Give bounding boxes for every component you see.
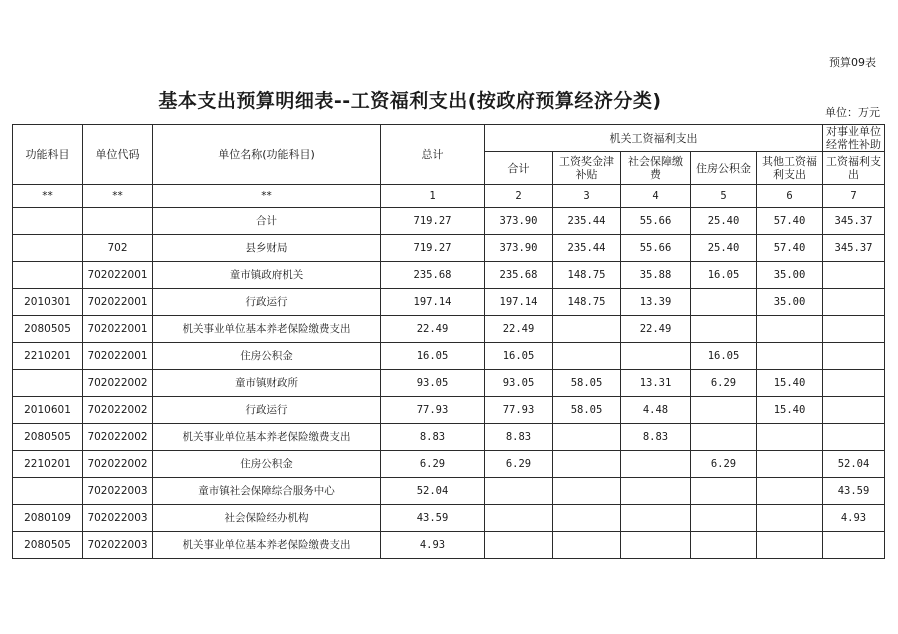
index-cell: 4 bbox=[621, 185, 691, 208]
sum-cell: 6.29 bbox=[485, 451, 553, 478]
wage-cell: 58.05 bbox=[553, 370, 621, 397]
unit-name-cell: 住房公积金 bbox=[153, 343, 381, 370]
table-row bbox=[13, 208, 885, 235]
index-cell: 5 bbox=[691, 185, 757, 208]
total-cell: 4.93 bbox=[381, 532, 485, 559]
group-header-gov-wage: 机关工资福利支出 bbox=[485, 125, 823, 152]
social-cell: 55.66 bbox=[621, 208, 691, 235]
subsidy-cell: 52.04 bbox=[823, 451, 885, 478]
table-row bbox=[13, 289, 885, 316]
unit-code-cell: 702022003 bbox=[83, 532, 153, 559]
other-cell bbox=[757, 505, 823, 532]
sum-cell: 373.90 bbox=[485, 208, 553, 235]
sum-cell: 22.49 bbox=[485, 316, 553, 343]
func-subject-cell: 2080505 bbox=[13, 424, 83, 451]
subsidy-cell: 345.37 bbox=[823, 208, 885, 235]
total-cell: 93.05 bbox=[381, 370, 485, 397]
sum-cell bbox=[485, 478, 553, 505]
col-header-wage: 工资奖金津补贴 bbox=[553, 152, 621, 185]
table-row bbox=[13, 424, 885, 451]
header-row-1 bbox=[13, 125, 885, 152]
unit-name-cell: 童市镇政府机关 bbox=[153, 262, 381, 289]
col-header-unit-code: 单位代码 bbox=[83, 125, 153, 185]
wage-cell bbox=[553, 532, 621, 559]
unit-label: 单位：万元 bbox=[825, 106, 880, 119]
sum-cell: 373.90 bbox=[485, 235, 553, 262]
func-subject-cell: 2080109 bbox=[13, 505, 83, 532]
subsidy-cell bbox=[823, 343, 885, 370]
sum-cell: 197.14 bbox=[485, 289, 553, 316]
subsidy-cell bbox=[823, 424, 885, 451]
housing-cell bbox=[691, 505, 757, 532]
wage-cell bbox=[553, 343, 621, 370]
unit-name-cell: 童市镇财政所 bbox=[153, 370, 381, 397]
func-subject-cell bbox=[13, 478, 83, 505]
col-header-total: 总计 bbox=[381, 125, 485, 185]
table-row bbox=[13, 262, 885, 289]
subsidy-cell: 345.37 bbox=[823, 235, 885, 262]
social-cell bbox=[621, 532, 691, 559]
subsidy-cell: 43.59 bbox=[823, 478, 885, 505]
unit-code-cell: 702022002 bbox=[83, 451, 153, 478]
subsidy-cell bbox=[823, 316, 885, 343]
unit-code-cell: 702022002 bbox=[83, 397, 153, 424]
index-cell: 7 bbox=[823, 185, 885, 208]
wage-cell: 235.44 bbox=[553, 235, 621, 262]
housing-cell: 16.05 bbox=[691, 262, 757, 289]
index-cell: 6 bbox=[757, 185, 823, 208]
housing-cell bbox=[691, 316, 757, 343]
wage-cell bbox=[553, 316, 621, 343]
other-cell: 57.40 bbox=[757, 208, 823, 235]
sum-cell: 93.05 bbox=[485, 370, 553, 397]
func-subject-cell: 2010601 bbox=[13, 397, 83, 424]
housing-cell: 16.05 bbox=[691, 343, 757, 370]
subsidy-cell bbox=[823, 289, 885, 316]
table-row bbox=[13, 235, 885, 262]
wage-cell bbox=[553, 505, 621, 532]
wage-cell: 235.44 bbox=[553, 208, 621, 235]
unit-name-cell: 住房公积金 bbox=[153, 451, 381, 478]
social-cell: 13.39 bbox=[621, 289, 691, 316]
total-cell: 43.59 bbox=[381, 505, 485, 532]
unit-name-cell: 社会保险经办机构 bbox=[153, 505, 381, 532]
sum-cell: 8.83 bbox=[485, 424, 553, 451]
housing-cell: 25.40 bbox=[691, 208, 757, 235]
unit-code-cell: 702022003 bbox=[83, 478, 153, 505]
unit-name-cell: 机关事业单位基本养老保险缴费支出 bbox=[153, 532, 381, 559]
table-row bbox=[13, 370, 885, 397]
func-subject-cell bbox=[13, 262, 83, 289]
housing-cell bbox=[691, 424, 757, 451]
col-header-social: 社会保障缴费 bbox=[621, 152, 691, 185]
func-subject-cell: 2080505 bbox=[13, 316, 83, 343]
other-cell bbox=[757, 424, 823, 451]
other-cell bbox=[757, 532, 823, 559]
index-cell: ** bbox=[83, 185, 153, 208]
other-cell: 15.40 bbox=[757, 397, 823, 424]
func-subject-cell: 2080505 bbox=[13, 532, 83, 559]
total-cell: 22.49 bbox=[381, 316, 485, 343]
total-cell: 719.27 bbox=[381, 208, 485, 235]
total-cell: 16.05 bbox=[381, 343, 485, 370]
social-cell: 22.49 bbox=[621, 316, 691, 343]
sum-cell: 16.05 bbox=[485, 343, 553, 370]
housing-cell: 6.29 bbox=[691, 370, 757, 397]
wage-cell: 148.75 bbox=[553, 289, 621, 316]
col-header-sum: 合计 bbox=[485, 152, 553, 185]
unit-code-cell: 702022001 bbox=[83, 316, 153, 343]
social-cell: 4.48 bbox=[621, 397, 691, 424]
index-cell: 3 bbox=[553, 185, 621, 208]
social-cell: 13.31 bbox=[621, 370, 691, 397]
subsidy-cell bbox=[823, 370, 885, 397]
col-header-housing: 住房公积金 bbox=[691, 152, 757, 185]
table-row bbox=[13, 532, 885, 559]
social-cell bbox=[621, 505, 691, 532]
table-row bbox=[13, 478, 885, 505]
col-header-unit-name: 单位名称(功能科目) bbox=[153, 125, 381, 185]
unit-name-cell: 机关事业单位基本养老保险缴费支出 bbox=[153, 316, 381, 343]
other-cell: 57.40 bbox=[757, 235, 823, 262]
subsidy-cell bbox=[823, 397, 885, 424]
total-cell: 52.04 bbox=[381, 478, 485, 505]
unit-name-cell: 童市镇社会保障综合服务中心 bbox=[153, 478, 381, 505]
unit-code-cell: 702 bbox=[83, 235, 153, 262]
unit-code-cell: 702022002 bbox=[83, 424, 153, 451]
social-cell: 8.83 bbox=[621, 424, 691, 451]
total-cell: 8.83 bbox=[381, 424, 485, 451]
unit-name-cell: 县乡财局 bbox=[153, 235, 381, 262]
index-row bbox=[13, 185, 885, 208]
col-header-func-subject: 功能科目 bbox=[13, 125, 83, 185]
unit-name-cell: 机关事业单位基本养老保险缴费支出 bbox=[153, 424, 381, 451]
social-cell: 35.88 bbox=[621, 262, 691, 289]
sum-cell: 77.93 bbox=[485, 397, 553, 424]
sum-cell bbox=[485, 532, 553, 559]
unit-code-cell: 702022002 bbox=[83, 370, 153, 397]
group-header-subsidy: 对事业单位经常性补助 bbox=[823, 125, 885, 152]
sum-cell: 235.68 bbox=[485, 262, 553, 289]
total-cell: 77.93 bbox=[381, 397, 485, 424]
unit-code-cell bbox=[83, 208, 153, 235]
table-body bbox=[13, 208, 885, 559]
func-subject-cell: 2210201 bbox=[13, 343, 83, 370]
wage-cell bbox=[553, 451, 621, 478]
wage-cell bbox=[553, 424, 621, 451]
housing-cell bbox=[691, 289, 757, 316]
func-subject-cell: 2010301 bbox=[13, 289, 83, 316]
func-subject-cell: 2210201 bbox=[13, 451, 83, 478]
unit-code-cell: 702022001 bbox=[83, 343, 153, 370]
wage-cell bbox=[553, 478, 621, 505]
unit-code-cell: 702022003 bbox=[83, 505, 153, 532]
page-title: 基本支出预算明细表--工资福利支出(按政府预算经济分类) bbox=[158, 90, 662, 112]
table-row bbox=[13, 316, 885, 343]
wage-cell: 58.05 bbox=[553, 397, 621, 424]
social-cell bbox=[621, 451, 691, 478]
unit-code-cell: 702022001 bbox=[83, 289, 153, 316]
table-row bbox=[13, 397, 885, 424]
wage-cell: 148.75 bbox=[553, 262, 621, 289]
total-cell: 6.29 bbox=[381, 451, 485, 478]
table-row bbox=[13, 343, 885, 370]
index-cell: 1 bbox=[381, 185, 485, 208]
budget-table bbox=[12, 124, 885, 559]
total-cell: 235.68 bbox=[381, 262, 485, 289]
total-cell: 197.14 bbox=[381, 289, 485, 316]
unit-name-cell: 合计 bbox=[153, 208, 381, 235]
form-number: 预算09表 bbox=[829, 56, 876, 69]
other-cell: 35.00 bbox=[757, 289, 823, 316]
unit-name-cell: 行政运行 bbox=[153, 397, 381, 424]
col-header-other: 其他工资福利支出 bbox=[757, 152, 823, 185]
sum-cell bbox=[485, 505, 553, 532]
table-row bbox=[13, 505, 885, 532]
table-row bbox=[13, 451, 885, 478]
housing-cell bbox=[691, 397, 757, 424]
social-cell: 55.66 bbox=[621, 235, 691, 262]
index-cell: 2 bbox=[485, 185, 553, 208]
housing-cell: 25.40 bbox=[691, 235, 757, 262]
social-cell bbox=[621, 478, 691, 505]
subsidy-cell bbox=[823, 532, 885, 559]
unit-name-cell: 行政运行 bbox=[153, 289, 381, 316]
func-subject-cell bbox=[13, 235, 83, 262]
subsidy-cell bbox=[823, 262, 885, 289]
other-cell bbox=[757, 343, 823, 370]
other-cell: 35.00 bbox=[757, 262, 823, 289]
func-subject-cell bbox=[13, 370, 83, 397]
other-cell bbox=[757, 451, 823, 478]
total-cell: 719.27 bbox=[381, 235, 485, 262]
unit-code-cell: 702022001 bbox=[83, 262, 153, 289]
func-subject-cell bbox=[13, 208, 83, 235]
other-cell: 15.40 bbox=[757, 370, 823, 397]
housing-cell bbox=[691, 532, 757, 559]
other-cell bbox=[757, 478, 823, 505]
housing-cell bbox=[691, 478, 757, 505]
subsidy-cell: 4.93 bbox=[823, 505, 885, 532]
index-cell: ** bbox=[153, 185, 381, 208]
other-cell bbox=[757, 316, 823, 343]
index-cell: ** bbox=[13, 185, 83, 208]
col-header-sub-wage: 工资福利支出 bbox=[823, 152, 885, 185]
housing-cell: 6.29 bbox=[691, 451, 757, 478]
social-cell bbox=[621, 343, 691, 370]
